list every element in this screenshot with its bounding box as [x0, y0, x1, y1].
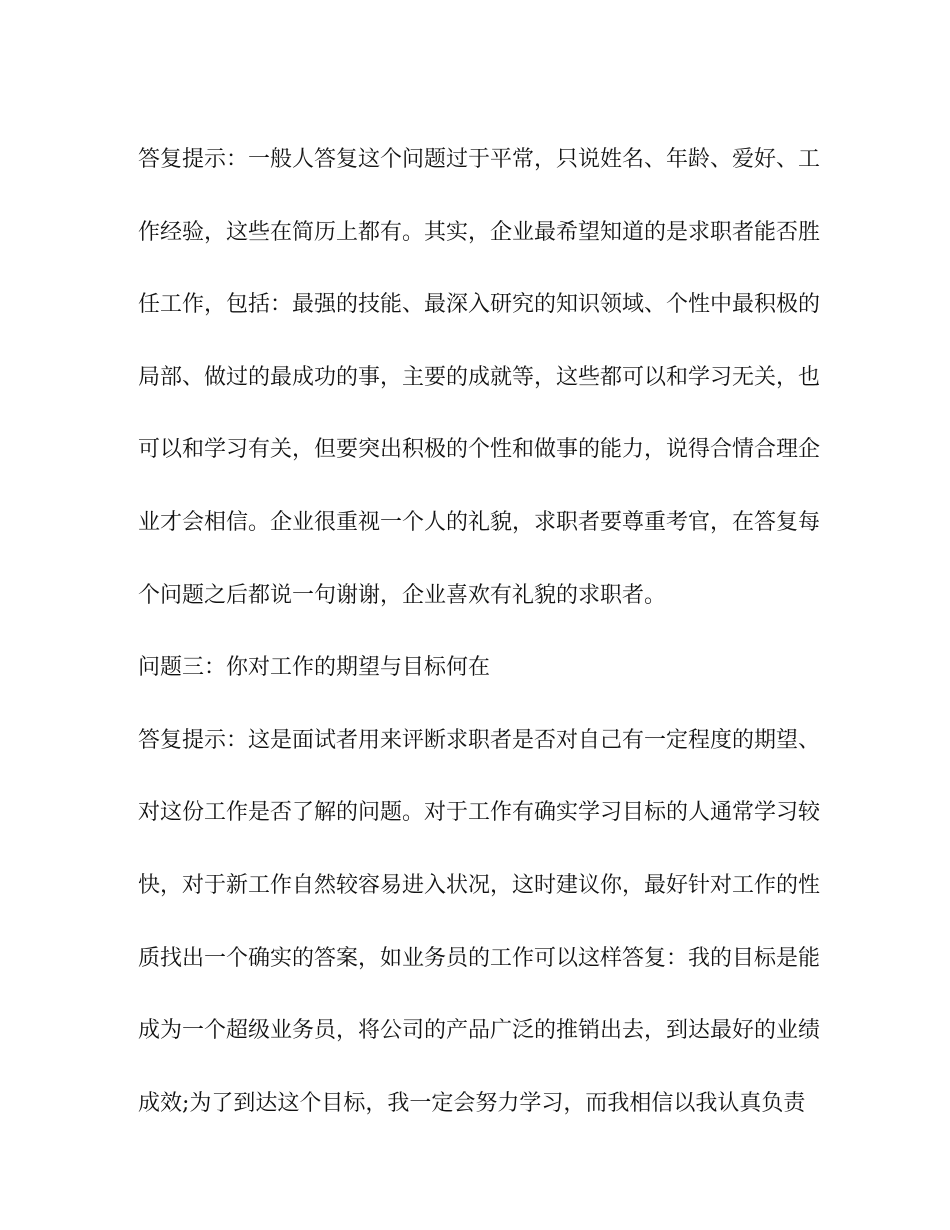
text-line: 成效;为了到达这个目标，我一定会努力学习，而我相信以我认真负责: [138, 1090, 806, 1116]
text-line: 答复提示：这是面试者用来评断求职者是否对自己有一定程度的期望、: [138, 727, 821, 753]
text-line: 质找出一个确实的答案，如业务员的工作可以这样答复：我的目标是能: [138, 945, 821, 971]
text-line: 成为一个超级业务员，将公司的产品广泛的推销出去，到达最好的业绩: [138, 1018, 821, 1044]
text-line: 个问题之后都说一句谢谢，企业喜欢有礼貌的求职者。: [138, 582, 667, 608]
text-line: 业才会相信。企业很重视一个人的礼貌，求职者要尊重考官，在答复每: [138, 509, 821, 535]
text-line: 快，对于新工作自然较容易进入状况，这时建议你，最好针对工作的性: [138, 872, 821, 898]
text-line: 作经验，这些在简历上都有。其实，企业最希望知道的是求职者能否胜: [138, 219, 821, 245]
text-line: 可以和学习有关，但要突出积极的个性和做事的能力，说得合情合理企: [138, 437, 821, 463]
question-heading: 问题三：你对工作的期望与目标何在: [138, 655, 491, 681]
text-line: 对这份工作是否了解的问题。对于工作有确实学习目标的人通常学习较: [138, 800, 821, 826]
text-line: 局部、做过的最成功的事，主要的成就等，这些都可以和学习无关，也: [138, 364, 821, 390]
text-line: 任工作，包括：最强的技能、最深入研究的知识领域、个性中最积极的: [138, 292, 821, 318]
text-line: 答复提示：一般人答复这个问题过于平常，只说姓名、年龄、爱好、工: [138, 147, 821, 172]
document-body: [138, 124, 821, 1140]
